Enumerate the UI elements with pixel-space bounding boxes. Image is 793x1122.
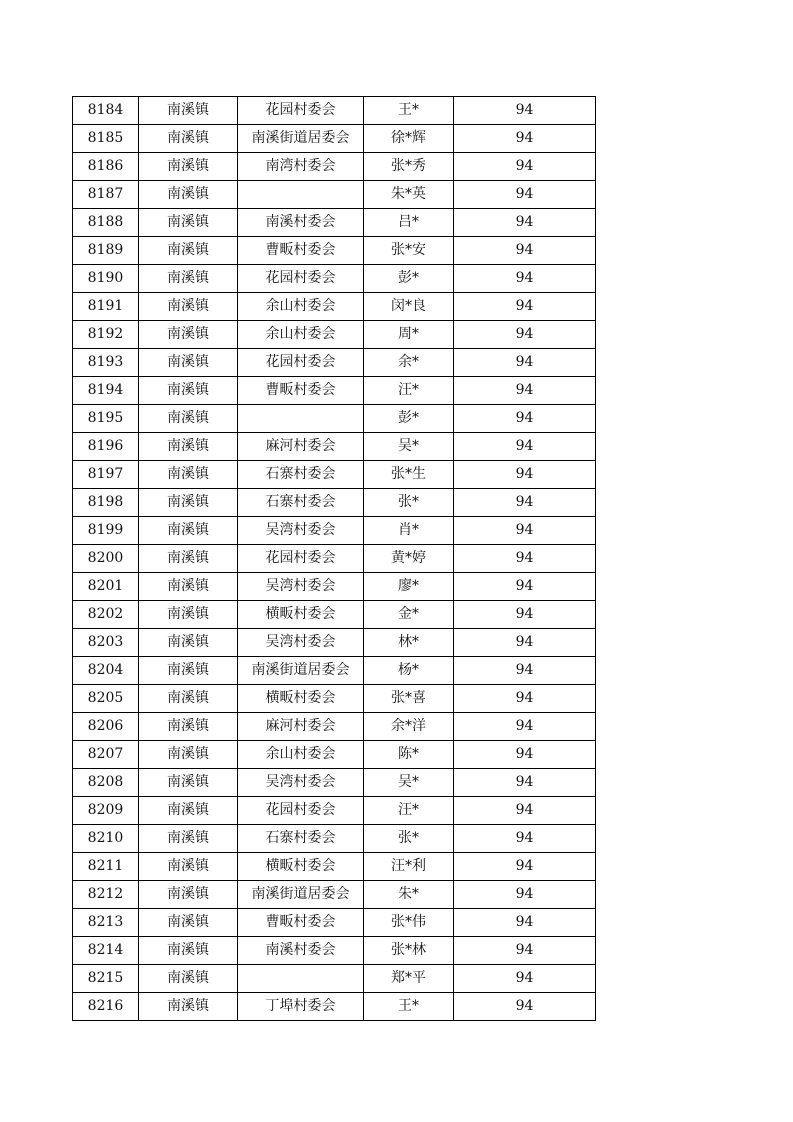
score-cell: 94 [454,853,596,881]
name-cell: 张*生 [364,461,454,489]
row-number-cell: 8211 [73,853,139,881]
data-table [72,96,596,1021]
table-row [73,657,596,685]
town-cell: 南溪镇 [139,489,238,517]
table-row [73,545,596,573]
committee-cell [238,181,364,209]
row-number-cell: 8205 [73,685,139,713]
town-cell: 南溪镇 [139,237,238,265]
row-number-cell: 8197 [73,461,139,489]
table-row [73,489,596,517]
row-number-cell: 8212 [73,881,139,909]
town-cell: 南溪镇 [139,797,238,825]
town-cell: 南溪镇 [139,265,238,293]
town-cell: 南溪镇 [139,125,238,153]
name-cell: 朱*英 [364,181,454,209]
row-number-cell: 8189 [73,237,139,265]
name-cell: 林* [364,629,454,657]
town-cell: 南溪镇 [139,209,238,237]
table-row [73,461,596,489]
town-cell: 南溪镇 [139,853,238,881]
row-number-cell: 8196 [73,433,139,461]
town-cell: 南溪镇 [139,349,238,377]
row-number-cell: 8216 [73,993,139,1021]
committee-cell: 花园村委会 [238,545,364,573]
table-row [73,377,596,405]
table-row [73,517,596,545]
committee-cell: 吴湾村委会 [238,517,364,545]
name-cell: 陈* [364,741,454,769]
score-cell: 94 [454,321,596,349]
score-cell: 94 [454,825,596,853]
name-cell: 彭* [364,265,454,293]
score-cell: 94 [454,601,596,629]
score-cell: 94 [454,769,596,797]
name-cell: 王* [364,97,454,125]
name-cell: 余*洋 [364,713,454,741]
town-cell: 南溪镇 [139,881,238,909]
table-row [73,209,596,237]
committee-cell: 花园村委会 [238,265,364,293]
committee-cell: 石寨村委会 [238,825,364,853]
town-cell: 南溪镇 [139,769,238,797]
committee-cell [238,965,364,993]
name-cell: 廖* [364,573,454,601]
table-row [73,125,596,153]
name-cell: 周* [364,321,454,349]
score-cell: 94 [454,937,596,965]
row-number-cell: 8214 [73,937,139,965]
committee-cell: 曹畈村委会 [238,377,364,405]
name-cell: 闵*良 [364,293,454,321]
row-number-cell: 8215 [73,965,139,993]
table-row [73,853,596,881]
row-number-cell: 8190 [73,265,139,293]
table-row [73,629,596,657]
committee-cell: 南溪街道居委会 [238,657,364,685]
row-number-cell: 8202 [73,601,139,629]
score-cell: 94 [454,993,596,1021]
row-number-cell: 8186 [73,153,139,181]
town-cell: 南溪镇 [139,629,238,657]
town-cell: 南溪镇 [139,993,238,1021]
score-cell: 94 [454,909,596,937]
committee-cell: 花园村委会 [238,349,364,377]
score-cell: 94 [454,965,596,993]
row-number-cell: 8184 [73,97,139,125]
committee-cell: 石寨村委会 [238,489,364,517]
row-number-cell: 8193 [73,349,139,377]
committee-cell: 南溪街道居委会 [238,881,364,909]
row-number-cell: 8199 [73,517,139,545]
committee-cell: 麻河村委会 [238,713,364,741]
town-cell: 南溪镇 [139,545,238,573]
row-number-cell: 8201 [73,573,139,601]
town-cell: 南溪镇 [139,685,238,713]
name-cell: 汪* [364,797,454,825]
row-number-cell: 8185 [73,125,139,153]
score-cell: 94 [454,545,596,573]
row-number-cell: 8200 [73,545,139,573]
table-row [73,601,596,629]
committee-cell: 南溪村委会 [238,209,364,237]
name-cell: 汪* [364,377,454,405]
score-cell: 94 [454,209,596,237]
committee-cell [238,405,364,433]
table-row [73,321,596,349]
town-cell: 南溪镇 [139,825,238,853]
committee-cell: 横畈村委会 [238,601,364,629]
score-cell: 94 [454,293,596,321]
committee-cell: 石寨村委会 [238,461,364,489]
table-row [73,181,596,209]
table-row [73,349,596,377]
score-cell: 94 [454,97,596,125]
table-row [73,741,596,769]
row-number-cell: 8208 [73,769,139,797]
town-cell: 南溪镇 [139,937,238,965]
row-number-cell: 8192 [73,321,139,349]
name-cell: 吴* [364,769,454,797]
name-cell: 王* [364,993,454,1021]
name-cell: 张* [364,489,454,517]
table-body [73,97,596,1021]
score-cell: 94 [454,153,596,181]
score-cell: 94 [454,237,596,265]
committee-cell: 余山村委会 [238,321,364,349]
committee-cell: 曹畈村委会 [238,909,364,937]
town-cell: 南溪镇 [139,741,238,769]
score-cell: 94 [454,517,596,545]
score-cell: 94 [454,405,596,433]
score-cell: 94 [454,265,596,293]
score-cell: 94 [454,573,596,601]
name-cell: 肖* [364,517,454,545]
row-number-cell: 8204 [73,657,139,685]
town-cell: 南溪镇 [139,181,238,209]
committee-cell: 丁埠村委会 [238,993,364,1021]
table-row [73,937,596,965]
name-cell: 黄*婷 [364,545,454,573]
committee-cell: 南溪村委会 [238,937,364,965]
name-cell: 张* [364,825,454,853]
row-number-cell: 8213 [73,909,139,937]
table-row [73,881,596,909]
score-cell: 94 [454,489,596,517]
committee-cell: 余山村委会 [238,741,364,769]
score-cell: 94 [454,657,596,685]
name-cell: 杨* [364,657,454,685]
town-cell: 南溪镇 [139,405,238,433]
town-cell: 南溪镇 [139,909,238,937]
table-row [73,265,596,293]
name-cell: 朱* [364,881,454,909]
score-cell: 94 [454,741,596,769]
row-number-cell: 8198 [73,489,139,517]
town-cell: 南溪镇 [139,377,238,405]
committee-cell: 吴湾村委会 [238,573,364,601]
name-cell: 郑*平 [364,965,454,993]
name-cell: 张*伟 [364,909,454,937]
town-cell: 南溪镇 [139,601,238,629]
town-cell: 南溪镇 [139,293,238,321]
table-row [73,909,596,937]
row-number-cell: 8207 [73,741,139,769]
row-number-cell: 8195 [73,405,139,433]
name-cell: 吴* [364,433,454,461]
document-page [72,96,596,1021]
committee-cell: 吴湾村委会 [238,629,364,657]
town-cell: 南溪镇 [139,461,238,489]
town-cell: 南溪镇 [139,657,238,685]
table-row [73,685,596,713]
table-row [73,237,596,265]
score-cell: 94 [454,125,596,153]
score-cell: 94 [454,685,596,713]
committee-cell: 余山村委会 [238,293,364,321]
town-cell: 南溪镇 [139,321,238,349]
table-row [73,713,596,741]
table-row [73,433,596,461]
town-cell: 南溪镇 [139,153,238,181]
score-cell: 94 [454,881,596,909]
name-cell: 余* [364,349,454,377]
table-row [73,405,596,433]
name-cell: 彭* [364,405,454,433]
score-cell: 94 [454,629,596,657]
committee-cell: 花园村委会 [238,797,364,825]
score-cell: 94 [454,461,596,489]
committee-cell: 麻河村委会 [238,433,364,461]
score-cell: 94 [454,713,596,741]
committee-cell: 吴湾村委会 [238,769,364,797]
table-row [73,769,596,797]
committee-cell: 花园村委会 [238,97,364,125]
committee-cell: 横畈村委会 [238,853,364,881]
table-row [73,97,596,125]
row-number-cell: 8191 [73,293,139,321]
row-number-cell: 8194 [73,377,139,405]
score-cell: 94 [454,433,596,461]
town-cell: 南溪镇 [139,573,238,601]
row-number-cell: 8210 [73,825,139,853]
table-row [73,293,596,321]
score-cell: 94 [454,377,596,405]
table-row [73,993,596,1021]
row-number-cell: 8206 [73,713,139,741]
name-cell: 汪*利 [364,853,454,881]
name-cell: 张*喜 [364,685,454,713]
table-row [73,573,596,601]
town-cell: 南溪镇 [139,517,238,545]
table-row [73,153,596,181]
committee-cell: 曹畈村委会 [238,237,364,265]
town-cell: 南溪镇 [139,433,238,461]
town-cell: 南溪镇 [139,713,238,741]
name-cell: 吕* [364,209,454,237]
committee-cell: 横畈村委会 [238,685,364,713]
table-row [73,825,596,853]
town-cell: 南溪镇 [139,97,238,125]
score-cell: 94 [454,181,596,209]
score-cell: 94 [454,797,596,825]
score-cell: 94 [454,349,596,377]
name-cell: 金* [364,601,454,629]
committee-cell: 南湾村委会 [238,153,364,181]
name-cell: 张*安 [364,237,454,265]
row-number-cell: 8203 [73,629,139,657]
row-number-cell: 8209 [73,797,139,825]
table-row [73,965,596,993]
town-cell: 南溪镇 [139,965,238,993]
row-number-cell: 8187 [73,181,139,209]
table-row [73,797,596,825]
name-cell: 徐*辉 [364,125,454,153]
name-cell: 张*秀 [364,153,454,181]
name-cell: 张*林 [364,937,454,965]
row-number-cell: 8188 [73,209,139,237]
committee-cell: 南溪街道居委会 [238,125,364,153]
